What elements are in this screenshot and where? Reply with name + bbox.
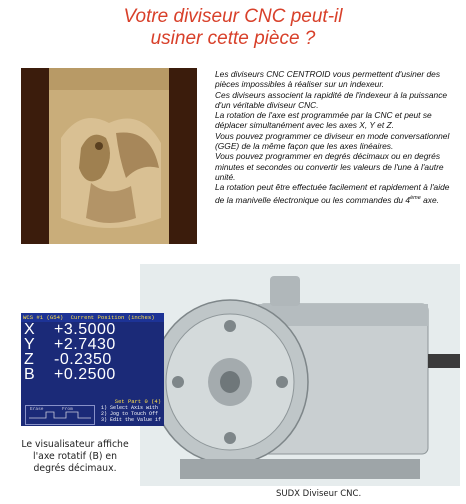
caption-line: Le visualisateur affiche xyxy=(21,439,129,450)
dro-screen xyxy=(21,313,164,426)
caption-line: l'axe rotatif (B) en xyxy=(32,451,118,462)
axis-row-b xyxy=(21,367,164,382)
axis-name: Y xyxy=(24,335,35,353)
axis-name: X xyxy=(24,320,35,338)
menu-item: 3) Edit the Value if xyxy=(101,417,162,423)
set-part-label: Set Part 0 (4) xyxy=(114,398,161,405)
axis-value: +0.2500 xyxy=(54,365,116,383)
title-line-2: usiner cette pièce ? xyxy=(150,28,316,49)
rotary-table-photo xyxy=(140,264,460,486)
intro-paragraph: Vous pouvez programmer en degrés décimaux ou en degrés minutes et secondes ou convertir les valeurs de l'une à l'autre unité. xyxy=(215,151,444,182)
position-label: Current Position (inches) xyxy=(70,314,155,321)
intro-paragraph: La rotation de l'axe est programmée par la CNC et peut se déplacer simultanément avec les axes X, Y et Z. xyxy=(215,110,432,131)
axis-name: B xyxy=(24,365,35,383)
intro-paragraph: Les diviseurs CNC CENTROID vous permettent d'usiner des pièces impossibles à réaliser sur un indexeur. xyxy=(215,69,441,90)
axis-value: -0.2350 xyxy=(54,350,112,368)
menu-item: 2) Jog to Touch Off xyxy=(101,411,159,417)
caption-line: degrés décimaux. xyxy=(33,463,117,474)
axis-name: Z xyxy=(24,350,34,368)
menu-item: 1) Select Axis with xyxy=(101,405,159,411)
intro-last-sup: ème xyxy=(410,194,421,201)
intro-last-end: axe. xyxy=(420,194,439,205)
carved-workpiece-illustration xyxy=(21,68,197,244)
mini-left-label: Erase xyxy=(30,407,44,412)
carved-workpiece-photo xyxy=(21,68,197,244)
rotary-table-illustration xyxy=(140,264,460,486)
intro-last-main: La rotation peut être effectuée facilement et rapidement à l'aide de la manivelle électronique ou les commandes du 4 xyxy=(215,182,450,205)
intro-text xyxy=(215,69,453,205)
intro-paragraph-last xyxy=(215,182,453,204)
mini-diagram-lines xyxy=(26,406,94,424)
title-line-1: Votre diviseur CNC peut-il xyxy=(123,6,343,27)
intro-paragraph: Ces diviseurs associent la rapidité de l'indexeur à la puissance d'un véritable diviseur CNC. xyxy=(215,89,448,110)
dro-menu xyxy=(101,405,161,423)
intro-paragraph: Vous pouvez programmer ce diviseur en mode conversationnel (GGE) de la même façon que les axes linéaires. xyxy=(215,130,450,152)
axis-value: +2.7430 xyxy=(54,335,116,353)
page-title xyxy=(0,6,466,50)
wcs-label: WCS #1 (G54) xyxy=(23,314,64,321)
screen-caption xyxy=(10,439,140,475)
product-caption: SUDX Diviseur CNC. xyxy=(276,489,362,499)
axis-value: +3.5000 xyxy=(54,320,116,338)
mini-diagram xyxy=(25,405,95,425)
mini-right-label: From xyxy=(62,407,73,412)
